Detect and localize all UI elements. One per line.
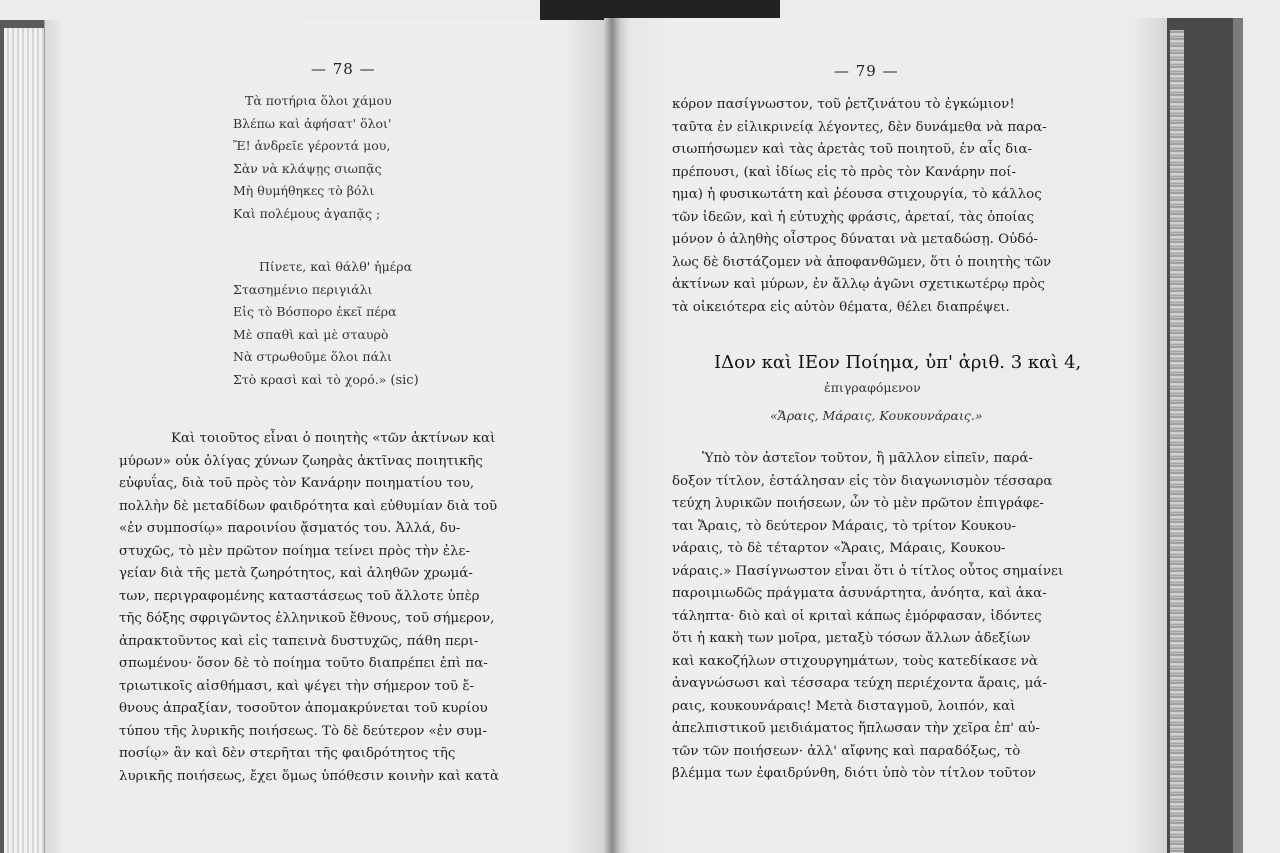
text-line: «ἐν συμποσίῳ» παροινίου ᾄσματός του. Ἀλλά, δυ-	[119, 521, 461, 536]
verse-line	[233, 369, 419, 393]
text-line: τύπου τῆς λυρικῆς ποιήσεως. Τὸ δὲ δεύτερον «ἐν συμ-	[119, 723, 487, 739]
text-line: εὐφυΐας, διὰ τοῦ πρὸς τὸν Κανάρην ποιηματίου του,	[119, 476, 475, 491]
text-line: λως δὲ διστάζομεν νὰ ἀποφανθῶμεν, ὅτι ὁ ποιητὴς τῶν	[672, 254, 1052, 270]
text-line: σιωπήσωμεν καὶ τὰς ἀρετὰς τοῦ ποιητοῦ, ἐν αἷς δια-	[672, 142, 1033, 157]
body-paragraph	[672, 94, 1051, 319]
verse-line: Εἰς τὸ Βόσπορο ἐκεῖ πέρα	[233, 304, 397, 320]
verse-stanza-1	[233, 90, 392, 226]
text-line: των, περιγραφομένης καταστάσεως τοῦ ἄλλοτε ὑπὲρ	[119, 588, 480, 604]
text-line: Ὑπὸ τὸν ἀστεῖον τοῦτον, ἢ μᾶλλον εἰπεῖν, παρά-	[702, 451, 1033, 466]
text-line: ταῦτα ἐν εἰλικρινείᾳ λέγοντες, δὲν δυνάμεθα νὰ παρα-	[672, 119, 1047, 135]
text-line: ὅτι ἡ κακὴ των μοῖρα, μεταξὺ τόσων ἄλλων ἀδεξίων	[672, 631, 1031, 646]
text-line: γείαν διὰ τῆς μετὰ ζωηρότητος, καὶ ἀληθῶν χρωμά-	[119, 566, 473, 581]
verse-line: Σὰν νὰ κλάψῃς σιωπᾷς	[233, 160, 382, 176]
book-cover-edge	[1233, 18, 1243, 853]
body-paragraph	[119, 428, 499, 788]
text-line: ἀπρακτοῦντος καὶ εἰς ταπεινὰ δυστυχῶς, πάθη περι-	[119, 633, 479, 649]
text-line: ημα) ἡ φυσικωτάτη καὶ ῥέουσα στιχουργία, τὸ κάλλος	[672, 187, 1042, 202]
text-line: τῶν τῶν ποιήσεων· ἀλλ' αἴφνης καὶ παραδόξως, τὸ	[672, 743, 1021, 759]
page-number: — 78 —	[311, 60, 376, 78]
body-paragraph	[672, 448, 1063, 786]
verse-line: Βλέπω καὶ ἀφήσατ' ὅλοι'	[233, 115, 392, 131]
text-line: στυχῶς, τὸ μὲν πρῶτον ποίημα τείνει πρὸς τὴν ἐλε-	[119, 543, 470, 559]
text-line: τὰ οἰκειότερα εἰς αὐτὸν θέματα, θέλει διαπρέψει.	[672, 299, 1010, 315]
verse-line: Στασημένιο περιγιάλι	[233, 281, 373, 297]
section-heading: ΙΔον καὶ ΙΕον Ποίημα, ὑπ' ἀριθ. 3 καὶ 4,	[714, 352, 1082, 373]
text-line: θνους ἀπραξίαν, τοσοῦτον ἀπομακρύνεται τοῦ κυρίου	[119, 701, 488, 716]
verse-text: Στὸ κρασὶ καὶ τὸ χορό.»	[233, 371, 387, 387]
text-line: κόρον πασίγνωστον, τοῦ ῥετζινάτου τὸ ἐγκώμιον!	[672, 97, 1015, 112]
verse-line: Καὶ πολέμους ἀγαπᾷς ;	[233, 205, 381, 221]
verse-line: Νὰ στρωθοῦμε ὅλοι πάλι	[233, 349, 392, 365]
text-line: δοξον τίτλον, ἐστάλησαν εἰς τὸν διαγωνισμὸν τέσσαρα	[672, 473, 1053, 489]
verse-line: Μὲ σπαθὶ καὶ μὲ σταυρὸ	[233, 326, 389, 342]
text-line: ἀναγνώσωσι καὶ τέσσαρα τεύχη περιέχοντα ἄραις, μά-	[672, 676, 1047, 691]
section-subheading: ἐπιγραφόμενον	[824, 380, 921, 395]
page-number: — 79 —	[834, 62, 899, 80]
marbled-edge	[1170, 30, 1184, 853]
text-line: βλέμμα των ἐφαιδρύνθη, διότι ὑπὸ τὸν τίτλον τοῦτον	[672, 766, 1036, 781]
text-line: λυρικῆς ποιήσεως, ἔχει ὅμως ὑπόθεσιν κοινὴν καὶ κατὰ	[119, 768, 500, 784]
text-line: ται Ἄραις, τὸ δεύτερον Μάραις, τὸ τρίτον Κουκου-	[672, 518, 1016, 534]
text-line: πρέπουσι, (καὶ ἰδίως εἰς τὸ πρὸς τὸν Κανάρην ποί-	[672, 164, 1017, 180]
verse-line: Μὴ θυμήθηκες τὸ βόλι	[233, 183, 375, 199]
text-line: νάραις.» Πασίγνωστον εἶναι ὅτι ὁ τίτλος οὗτος σημαίνει	[672, 563, 1064, 579]
text-line: τεύχη λυρικῶν ποιήσεων, ὧν τὸ μὲν πρῶτον ἐπιγράφε-	[672, 496, 1044, 511]
text-line: τῆς δόξης σφριγῶντος ἑλληνικοῦ ἔθνους, τοῦ σήμερον,	[119, 611, 495, 626]
text-line: παροιμιωδῶς πράγματα ἀσυνάρτητα, ἀνόητα, καὶ ἀκα-	[672, 586, 1047, 601]
sic-note: (sic)	[390, 372, 419, 388]
text-line: ποσίῳ» ἂν καὶ δὲν στερῆται τῆς φαιδρότητος τῆς	[119, 746, 456, 761]
text-line: τῶν ἰδεῶν, καὶ ἡ εὐτυχὴς φράσις, ἀρεταί, τὰς ὁποίας	[672, 209, 1034, 225]
verse-line: Ἔ! ἀνδρεῖε γέροντά μου,	[233, 138, 391, 154]
text-line: μόνον ὁ ἀληθὴς οἶστρος δύναται νὰ μεταδώσῃ. Οὐδό-	[672, 232, 1038, 247]
text-line: ἀκτίνων καὶ μύρων, ἐν ἄλλῳ ἀγῶνι σχετικωτέρῳ πρὸς	[672, 277, 1045, 292]
text-line: σπωμένου· ὅσον δὲ τὸ ποίημα τοῦτο διαπρέπει ἐπὶ πα-	[119, 656, 488, 671]
text-line: καὶ κακοζήλων στιχουργημάτων, τοὺς κατεδίκασε νὰ	[672, 653, 1038, 669]
text-line: ραις, κουκουνάραις! Μετὰ δισταγμοῦ, λοιπόν, καὶ	[672, 698, 1016, 714]
text-line: τάληπτα· διὸ καὶ οἱ κριταὶ κάπως ἐμόρφασαν, ἰδόντες	[672, 608, 1042, 624]
text-line: τριωτικοῖς αἰσθήμασι, καὶ ψέγει τὴν σήμερον τοῦ ἔ-	[119, 678, 475, 694]
verse-line: Τὰ ποτήρια ὅλοι χάμου	[245, 93, 392, 108]
verse-line: Πίνετε, καὶ θάλθ' ἡμέρα	[259, 259, 413, 274]
text-line: Καὶ τοιοῦτος εἶναι ὁ ποιητὴς «τῶν ἀκτίνων καὶ	[171, 431, 496, 446]
book-gutter	[604, 18, 620, 853]
text-line: νάραις, τὸ δὲ τέταρτον «Ἄραις, Μάραις, Κουκου-	[672, 541, 1006, 556]
text-line: μύρων» οὐκ ὀλίγας χύνων ζωηρὰς ἀκτῖνας ποιητικῆς	[119, 453, 483, 469]
text-line: πολλὴν δὲ μεταδίδων φαιδρότητα καὶ εὐθυμίαν διὰ τοῦ	[119, 498, 498, 514]
verse-stanza-2	[233, 256, 419, 393]
section-subtitle: «Ἄραις, Μάραις, Κουκουνάραις.»	[770, 408, 983, 423]
text-line: ἀπελπιστικοῦ μειδιάματος ἥπλωσαν τὴν χεῖρα ἐπ' αὐ-	[672, 721, 1040, 736]
right-page	[612, 18, 1167, 853]
left-page	[44, 20, 613, 853]
dark-backdrop	[540, 0, 780, 20]
